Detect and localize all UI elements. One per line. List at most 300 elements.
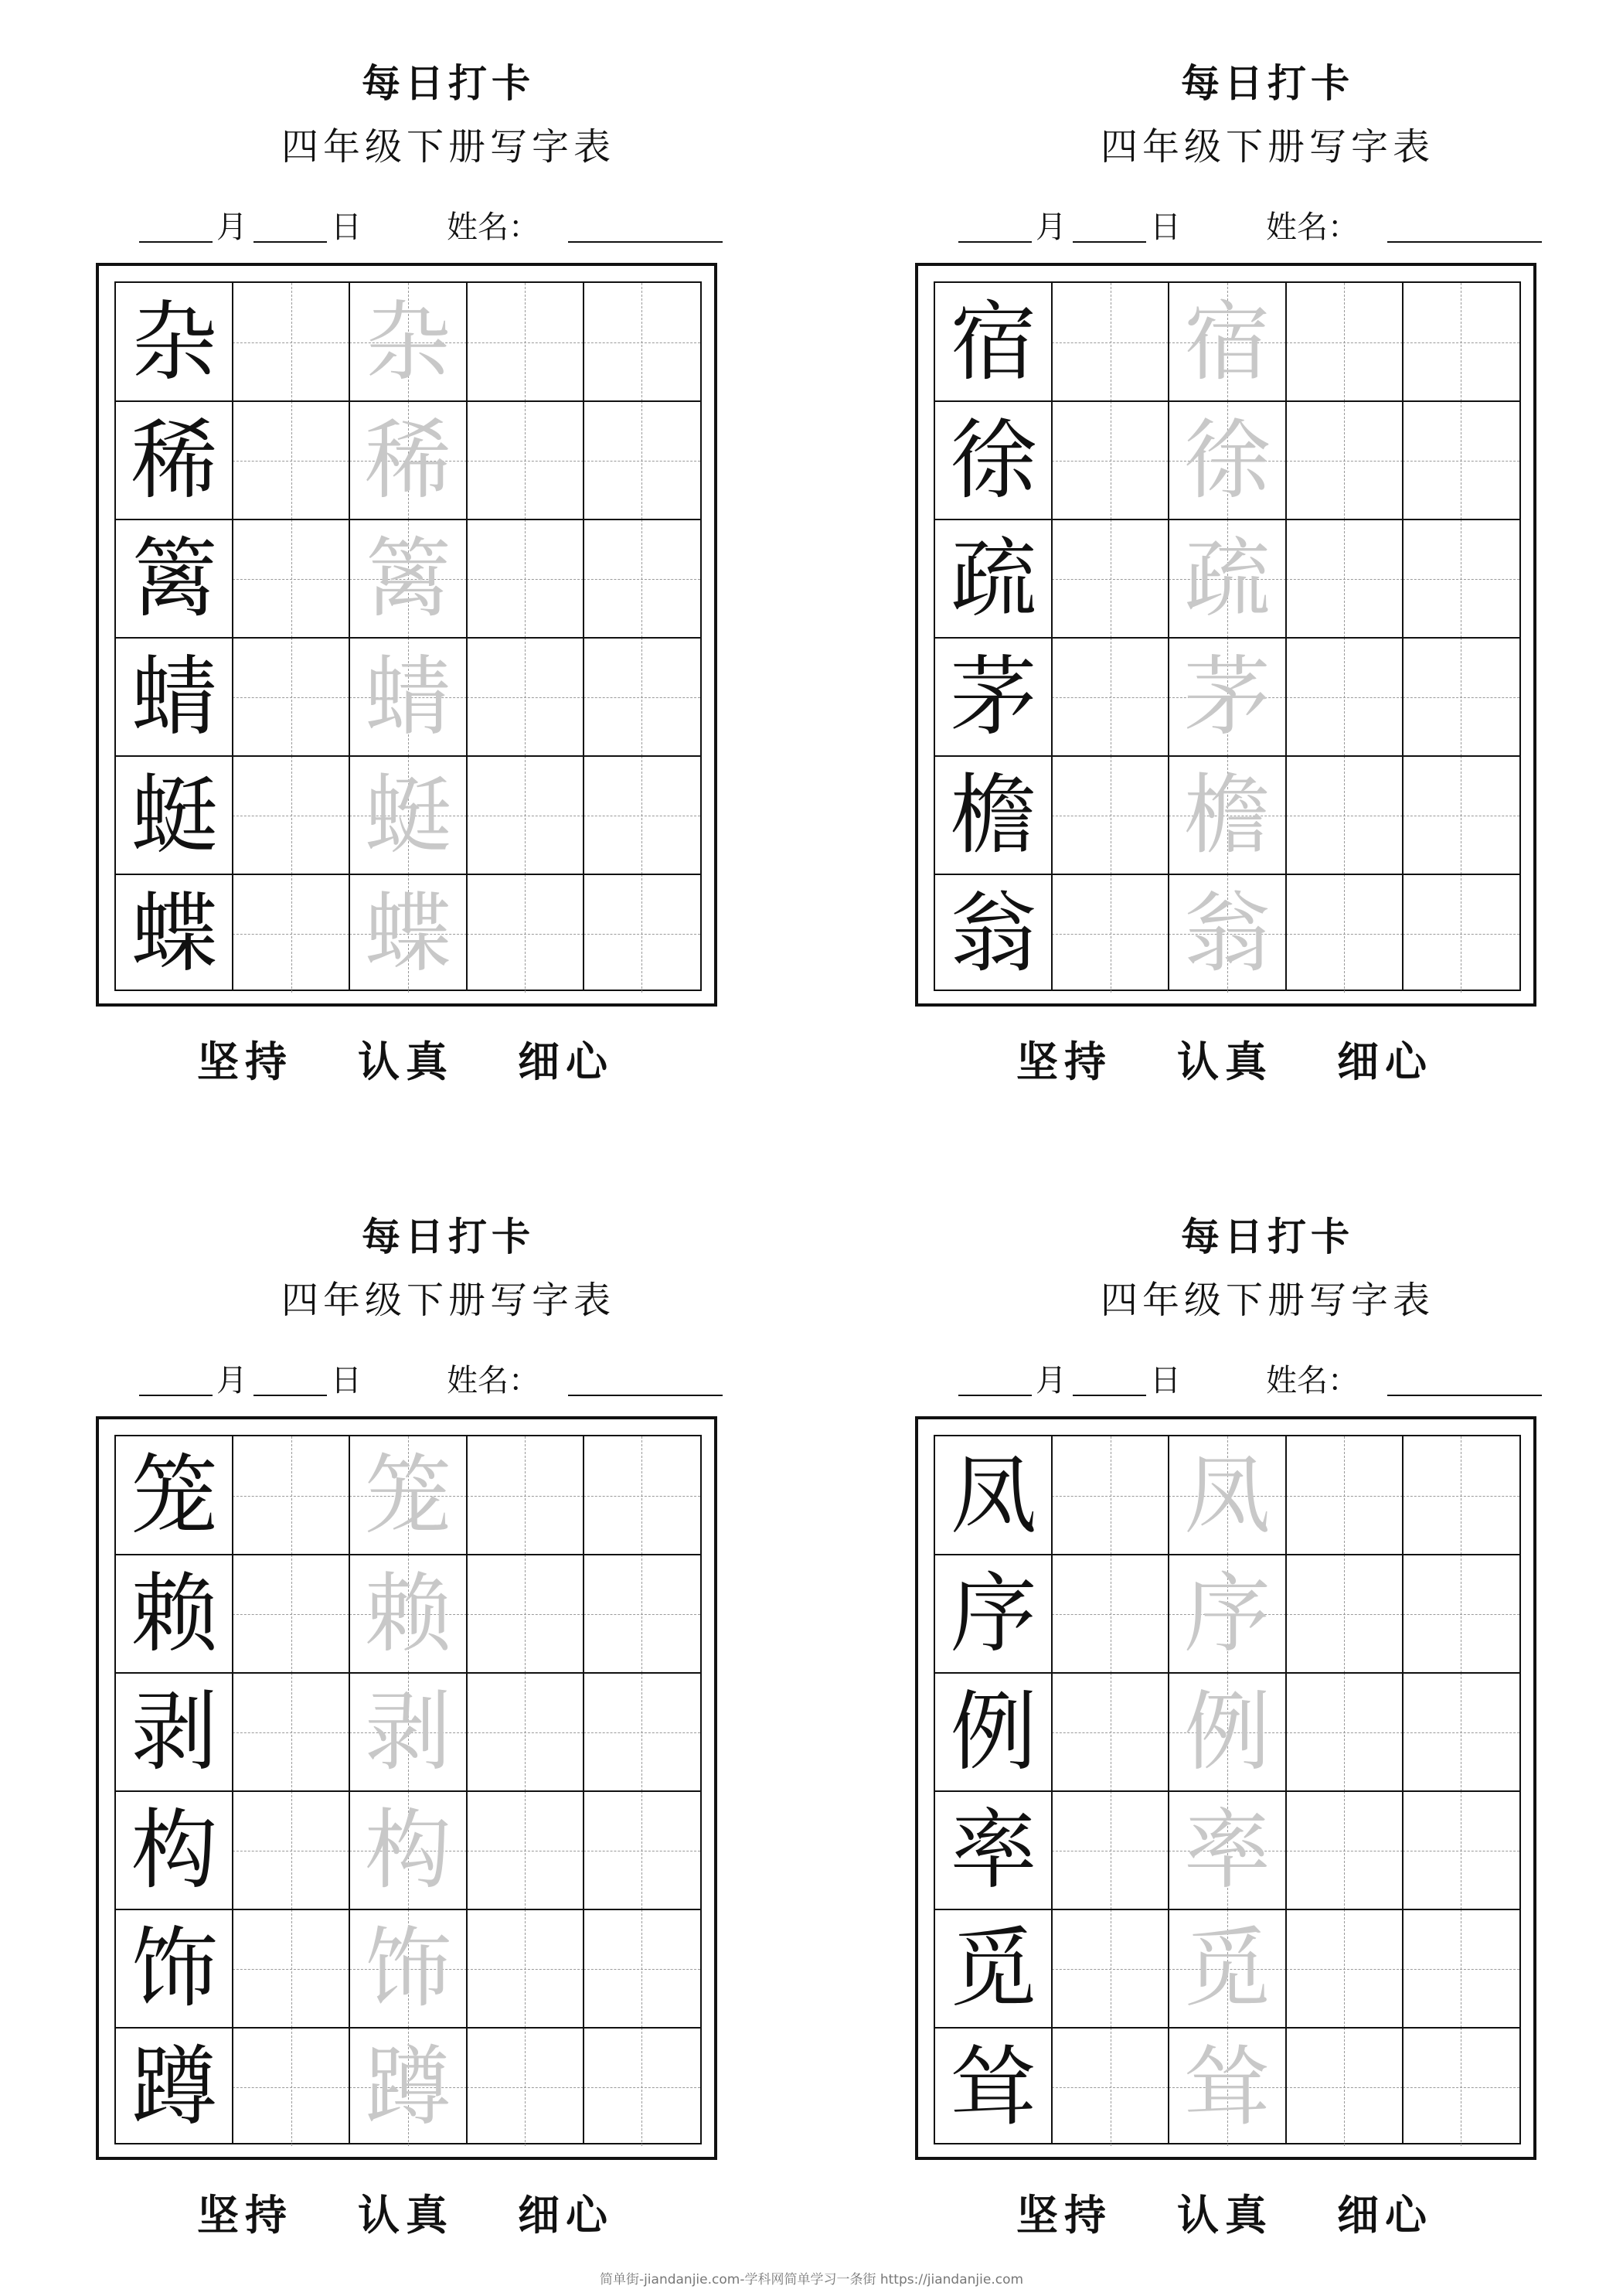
day-blank[interactable]	[253, 210, 327, 243]
practice-cell[interactable]	[1286, 638, 1403, 756]
name-blank[interactable]	[568, 1364, 723, 1396]
motto-word: 细心	[1337, 1037, 1433, 1086]
trace-cell[interactable]	[1169, 2028, 1285, 2146]
guide-line-horizontal	[233, 579, 349, 580]
name-label: 姓名：	[447, 1363, 539, 1398]
model-cell	[116, 519, 233, 638]
date-name-line	[62, 1364, 835, 1402]
grid-row-line	[116, 1554, 700, 1555]
writing-grid	[934, 281, 1521, 991]
name-label: 姓名：	[1266, 1363, 1359, 1398]
guide-line-horizontal	[233, 1732, 349, 1733]
guide-line-horizontal	[1052, 342, 1169, 343]
practice-cell[interactable]	[233, 638, 349, 756]
practice-cell[interactable]	[233, 401, 349, 519]
practice-cell[interactable]	[1403, 401, 1519, 519]
model-cell	[935, 2028, 1052, 2146]
day-blank[interactable]	[1073, 1364, 1146, 1396]
practice-cell[interactable]	[584, 283, 700, 401]
grid-row	[116, 519, 700, 638]
grid-frame	[96, 263, 717, 1007]
day-blank[interactable]	[253, 1364, 327, 1396]
trace-cell[interactable]	[1169, 1909, 1285, 2028]
card-title: 每日打卡	[362, 1214, 535, 1259]
practice-cell[interactable]	[1403, 519, 1519, 638]
practice-cell[interactable]	[233, 1791, 349, 1909]
date-name-line	[881, 210, 1623, 249]
trace-character: 檐	[1183, 765, 1271, 866]
guide-line-horizontal	[1403, 1496, 1519, 1497]
month-blank[interactable]	[958, 210, 1032, 243]
model-character: 宿	[950, 291, 1037, 393]
practice-cell[interactable]	[1403, 2028, 1519, 2146]
practice-cell[interactable]	[1286, 756, 1403, 874]
practice-cell[interactable]	[1403, 283, 1519, 401]
guide-line-horizontal	[584, 579, 700, 580]
practice-cell[interactable]	[467, 1673, 584, 1791]
motto-word: 细心	[518, 1037, 614, 1086]
practice-cell[interactable]	[584, 401, 700, 519]
practice-cell[interactable]	[1286, 2028, 1403, 2146]
model-character: 序	[950, 1563, 1037, 1664]
trace-cell[interactable]	[1169, 519, 1285, 638]
practice-cell[interactable]	[584, 1673, 700, 1791]
trace-cell[interactable]	[1169, 401, 1285, 519]
grid-row	[935, 1555, 1519, 1673]
grid-row	[935, 1791, 1519, 1909]
trace-cell[interactable]	[349, 1909, 466, 2028]
trace-cell[interactable]	[1169, 756, 1285, 874]
guide-line-horizontal	[1286, 2087, 1403, 2088]
practice-cell[interactable]	[1403, 1791, 1519, 1909]
month-blank[interactable]	[139, 1364, 213, 1396]
grid-row	[116, 638, 700, 756]
grid-row	[935, 1673, 1519, 1791]
practice-cell[interactable]	[1403, 1436, 1519, 1555]
practice-cell[interactable]	[1403, 1555, 1519, 1673]
trace-character: 笼	[364, 1445, 451, 1546]
model-cell	[935, 1673, 1052, 1791]
practice-cell[interactable]	[584, 874, 700, 993]
trace-cell[interactable]	[1169, 638, 1285, 756]
practice-cell[interactable]	[1286, 519, 1403, 638]
practice-card	[881, 0, 1623, 1086]
guide-line-horizontal	[467, 934, 584, 935]
grid-row-line	[935, 1672, 1519, 1674]
grid-row	[935, 756, 1519, 874]
grid-row-line	[935, 400, 1519, 402]
model-character: 蜓	[131, 765, 218, 866]
grid-row	[935, 519, 1519, 638]
grid-column-line	[1285, 283, 1287, 990]
grid-row	[116, 1436, 700, 1555]
practice-cell[interactable]	[1403, 756, 1519, 874]
guide-line-horizontal	[1052, 2087, 1169, 2088]
trace-cell[interactable]	[349, 283, 466, 401]
practice-cell[interactable]	[233, 2028, 349, 2146]
name-blank[interactable]	[568, 210, 723, 243]
motto-word: 坚持	[1016, 1037, 1112, 1086]
grid-column-line	[1168, 283, 1169, 990]
trace-character: 例	[1183, 1681, 1271, 1783]
practice-cell[interactable]	[1403, 874, 1519, 993]
writing-grid	[934, 1435, 1521, 2144]
grid-column-line	[466, 1436, 468, 2143]
practice-cell[interactable]	[1286, 1909, 1403, 2028]
guide-line-horizontal	[1286, 697, 1403, 698]
model-cell	[935, 401, 1052, 519]
trace-cell[interactable]	[1169, 874, 1285, 993]
guide-line-horizontal	[467, 1614, 584, 1615]
practice-cell[interactable]	[1403, 638, 1519, 756]
motto-word: 认真	[358, 1037, 454, 1086]
guide-line-horizontal	[1286, 1732, 1403, 1733]
month-blank[interactable]	[958, 1364, 1032, 1396]
trace-character: 疏	[1183, 528, 1271, 629]
guide-line-horizontal	[1052, 1614, 1169, 1615]
model-cell	[935, 1909, 1052, 2028]
guide-line-horizontal	[233, 342, 349, 343]
grid-row	[935, 1436, 1519, 1555]
trace-cell[interactable]	[349, 874, 466, 993]
writing-grid	[114, 281, 702, 991]
practice-cell[interactable]	[1403, 1673, 1519, 1791]
practice-cell[interactable]	[1286, 874, 1403, 993]
card-title: 每日打卡	[1181, 60, 1354, 106]
model-character: 篱	[131, 528, 218, 629]
practice-cell[interactable]	[233, 519, 349, 638]
grid-row-line	[935, 519, 1519, 520]
practice-cell[interactable]	[467, 756, 584, 874]
card-subtitle: 四年级下册写字表	[281, 1279, 615, 1322]
card-title: 每日打卡	[1181, 1214, 1354, 1259]
model-cell	[116, 1555, 233, 1673]
model-character: 赖	[131, 1563, 218, 1664]
day-label: 日	[1150, 210, 1181, 245]
guide-line-horizontal	[1403, 1732, 1519, 1733]
practice-cell[interactable]	[1286, 1673, 1403, 1791]
practice-cell[interactable]	[584, 2028, 700, 2146]
practice-cell[interactable]	[467, 2028, 584, 2146]
model-cell	[935, 874, 1052, 993]
practice-cell[interactable]	[233, 1436, 349, 1555]
grid-frame	[915, 1416, 1536, 2160]
trace-cell[interactable]	[349, 519, 466, 638]
model-character: 徐	[950, 410, 1037, 511]
guide-line-horizontal	[233, 461, 349, 462]
trace-character: 蹲	[364, 2036, 451, 2138]
card-title: 每日打卡	[362, 60, 535, 106]
model-cell	[116, 1909, 233, 2028]
guide-line-horizontal	[233, 1496, 349, 1497]
card-subtitle: 四年级下册写字表	[281, 125, 615, 169]
date-name-line	[881, 1364, 1623, 1402]
motto-word: 细心	[518, 2190, 614, 2240]
grid-row	[116, 283, 700, 401]
model-cell	[935, 519, 1052, 638]
day-label: 日	[1150, 1363, 1181, 1398]
trace-cell[interactable]	[349, 756, 466, 874]
practice-cell[interactable]	[1052, 638, 1169, 756]
trace-character: 杂	[364, 291, 451, 393]
motto-word: 认真	[358, 2190, 454, 2240]
grid-column-line	[1402, 283, 1404, 990]
practice-cell[interactable]	[584, 1909, 700, 2028]
practice-cell[interactable]	[584, 756, 700, 874]
guide-line-horizontal	[1286, 579, 1403, 580]
practice-cell[interactable]	[233, 874, 349, 993]
trace-cell[interactable]	[349, 401, 466, 519]
practice-cell[interactable]	[233, 1673, 349, 1791]
practice-cell[interactable]	[1052, 519, 1169, 638]
trace-character: 翁	[1183, 883, 1271, 984]
trace-character: 觅	[1183, 1918, 1271, 2019]
trace-character: 凤	[1183, 1445, 1271, 1546]
model-character: 稀	[131, 410, 218, 511]
practice-cell[interactable]	[1052, 283, 1169, 401]
practice-card	[62, 1153, 835, 2240]
practice-cell[interactable]	[1052, 2028, 1169, 2146]
trace-character: 蜻	[364, 646, 451, 748]
model-character: 蝶	[131, 883, 218, 984]
model-cell	[116, 756, 233, 874]
practice-cell[interactable]	[584, 519, 700, 638]
practice-cell[interactable]	[1052, 756, 1169, 874]
day-blank[interactable]	[1073, 210, 1146, 243]
guide-line-horizontal	[1403, 1969, 1519, 1970]
grid-row	[935, 401, 1519, 519]
guide-line-horizontal	[233, 1969, 349, 1970]
guide-line-horizontal	[467, 697, 584, 698]
grid-row-line	[935, 1909, 1519, 1910]
grid-row-line	[116, 1790, 700, 1792]
guide-line-horizontal	[584, 1496, 700, 1497]
practice-cell[interactable]	[584, 1555, 700, 1673]
month-label: 月	[1036, 1363, 1067, 1398]
practice-cell[interactable]	[233, 283, 349, 401]
grid-column-line	[1051, 283, 1053, 990]
model-character: 率	[950, 1800, 1037, 1901]
grid-column-line	[1051, 1436, 1053, 2143]
practice-cell[interactable]	[467, 638, 584, 756]
practice-cell[interactable]	[233, 756, 349, 874]
model-cell	[116, 874, 233, 993]
model-character: 翁	[950, 883, 1037, 984]
guide-line-horizontal	[1052, 1969, 1169, 1970]
model-character: 茅	[950, 646, 1037, 748]
grid-row-line	[935, 2027, 1519, 2029]
trace-cell[interactable]	[1169, 283, 1285, 401]
practice-cell[interactable]	[1052, 1555, 1169, 1673]
day-label: 日	[331, 1363, 362, 1398]
practice-cell[interactable]	[1052, 1791, 1169, 1909]
guide-line-horizontal	[1286, 1496, 1403, 1497]
guide-line-horizontal	[584, 934, 700, 935]
model-character: 杂	[131, 291, 218, 393]
practice-cell[interactable]	[584, 1791, 700, 1909]
grid-column-line	[349, 283, 350, 990]
practice-cell[interactable]	[233, 1909, 349, 2028]
practice-cell[interactable]	[1052, 401, 1169, 519]
model-cell	[116, 1436, 233, 1555]
practice-cell[interactable]	[1286, 1436, 1403, 1555]
practice-cell[interactable]	[467, 1555, 584, 1673]
grid-row	[116, 1555, 700, 1673]
grid-row	[116, 756, 700, 874]
model-character: 蜻	[131, 646, 218, 748]
grid-row-line	[116, 519, 700, 520]
grid-row	[935, 638, 1519, 756]
practice-cell[interactable]	[584, 1436, 700, 1555]
guide-line-horizontal	[467, 1732, 584, 1733]
guide-line-horizontal	[1403, 461, 1519, 462]
name-label: 姓名：	[1266, 210, 1359, 245]
model-character: 蹲	[131, 2036, 218, 2138]
model-character: 例	[950, 1681, 1037, 1783]
practice-card	[881, 1153, 1623, 2240]
model-cell	[935, 756, 1052, 874]
trace-cell[interactable]	[349, 1436, 466, 1555]
grid-row-line	[116, 637, 700, 639]
motto	[62, 1034, 835, 1088]
guide-line-horizontal	[467, 1496, 584, 1497]
trace-cell[interactable]	[349, 2028, 466, 2146]
practice-cell[interactable]	[467, 519, 584, 638]
guide-line-horizontal	[1286, 934, 1403, 935]
trace-character: 剥	[364, 1681, 451, 1783]
trace-character: 率	[1183, 1800, 1271, 1901]
trace-character: 蝶	[364, 883, 451, 984]
model-cell	[116, 1791, 233, 1909]
model-cell	[935, 1555, 1052, 1673]
grid-column-line	[583, 283, 584, 990]
guide-line-horizontal	[1286, 461, 1403, 462]
grid-row	[116, 1909, 700, 2028]
practice-card	[62, 0, 835, 1086]
model-cell	[116, 1673, 233, 1791]
motto-word: 坚持	[197, 2190, 293, 2240]
card-subtitle: 四年级下册写字表	[1100, 125, 1434, 169]
trace-character: 赖	[364, 1563, 451, 1664]
practice-cell[interactable]	[467, 1909, 584, 2028]
grid-column-line	[466, 283, 468, 990]
guide-line-horizontal	[1403, 579, 1519, 580]
name-blank[interactable]	[1387, 1364, 1542, 1396]
grid-row	[935, 283, 1519, 401]
practice-cell[interactable]	[1052, 1436, 1169, 1555]
trace-cell[interactable]	[1169, 1436, 1285, 1555]
practice-cell[interactable]	[467, 1436, 584, 1555]
practice-cell[interactable]	[1052, 1673, 1169, 1791]
practice-cell[interactable]	[1286, 1791, 1403, 1909]
grid-row	[116, 874, 700, 993]
practice-cell[interactable]	[584, 638, 700, 756]
practice-cell[interactable]	[1403, 1909, 1519, 2028]
guide-line-horizontal	[467, 579, 584, 580]
guide-line-horizontal	[467, 461, 584, 462]
guide-line-horizontal	[1286, 1614, 1403, 1615]
guide-line-horizontal	[1052, 697, 1169, 698]
model-character: 构	[131, 1800, 218, 1901]
motto-word: 细心	[1337, 2190, 1433, 2240]
name-label: 姓名：	[447, 210, 539, 245]
guide-line-horizontal	[1052, 1732, 1169, 1733]
grid-column-line	[1285, 1436, 1287, 2143]
trace-character: 徐	[1183, 410, 1271, 511]
grid-frame	[96, 1416, 717, 2160]
guide-line-horizontal	[233, 697, 349, 698]
practice-cell[interactable]	[233, 1555, 349, 1673]
grid-row-line	[116, 1672, 700, 1674]
trace-character: 篱	[364, 528, 451, 629]
trace-cell[interactable]	[349, 1791, 466, 1909]
grid-row-line	[116, 755, 700, 757]
model-character: 疏	[950, 528, 1037, 629]
practice-cell[interactable]	[1286, 1555, 1403, 1673]
grid-row-line	[935, 874, 1519, 875]
practice-cell[interactable]	[467, 401, 584, 519]
grid-column-line	[349, 1436, 350, 2143]
trace-cell[interactable]	[349, 1555, 466, 1673]
grid-row-line	[935, 637, 1519, 639]
month-blank[interactable]	[139, 210, 213, 243]
guide-line-horizontal	[584, 461, 700, 462]
grid-column-line	[232, 1436, 233, 2143]
trace-character: 耸	[1183, 2036, 1271, 2138]
trace-cell[interactable]	[1169, 1791, 1285, 1909]
model-cell	[935, 283, 1052, 401]
practice-cell[interactable]	[1052, 1909, 1169, 2028]
practice-cell[interactable]	[1286, 283, 1403, 401]
practice-cell[interactable]	[1052, 874, 1169, 993]
writing-grid	[114, 1435, 702, 2144]
guide-line-horizontal	[233, 934, 349, 935]
guide-line-horizontal	[1403, 2087, 1519, 2088]
model-cell	[116, 2028, 233, 2146]
grid-row-line	[935, 1790, 1519, 1792]
trace-character: 序	[1183, 1563, 1271, 1664]
trace-cell[interactable]	[349, 1673, 466, 1791]
model-character: 剥	[131, 1681, 218, 1783]
practice-cell[interactable]	[467, 874, 584, 993]
card-subtitle: 四年级下册写字表	[1100, 1279, 1434, 1322]
grid-row	[935, 874, 1519, 993]
grid-column-line	[583, 1436, 584, 2143]
trace-cell[interactable]	[1169, 1673, 1285, 1791]
guide-line-horizontal	[467, 2087, 584, 2088]
grid-column-line	[232, 283, 233, 990]
model-cell	[116, 638, 233, 756]
name-blank[interactable]	[1387, 210, 1542, 243]
grid-row	[116, 1791, 700, 1909]
trace-cell[interactable]	[349, 638, 466, 756]
guide-line-horizontal	[1403, 342, 1519, 343]
guide-line-horizontal	[1286, 342, 1403, 343]
guide-line-horizontal	[467, 342, 584, 343]
practice-cell[interactable]	[1286, 401, 1403, 519]
model-character: 饰	[131, 1918, 218, 2019]
month-label: 月	[1036, 210, 1067, 245]
trace-cell[interactable]	[1169, 1555, 1285, 1673]
grid-column-line	[1168, 1436, 1169, 2143]
motto-word: 坚持	[1016, 2190, 1112, 2240]
model-cell	[116, 401, 233, 519]
practice-cell[interactable]	[467, 283, 584, 401]
grid-row-line	[116, 400, 700, 402]
model-cell	[935, 1436, 1052, 1555]
practice-cell[interactable]	[467, 1791, 584, 1909]
motto	[62, 2188, 835, 2242]
